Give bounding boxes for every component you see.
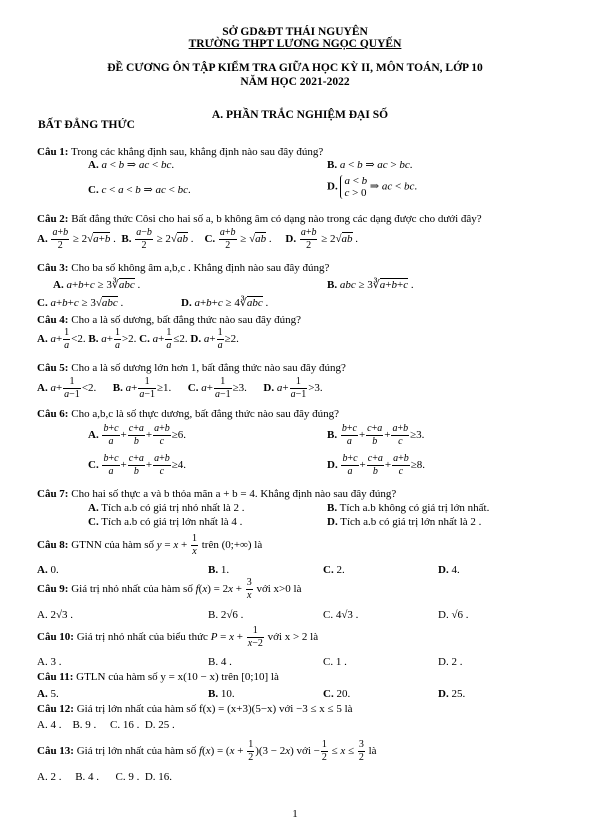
q3-option-a: A. a+b+c ≥ 3∛abc . [53, 279, 141, 291]
q7-option-a: A. Tích a.b có giá trị nhỏ nhất là 2 . [88, 502, 245, 514]
q9-option-d: D. √6 . [438, 609, 469, 621]
question-10: Câu 10: Giá trị nhỏ nhất của biểu thức P = x + $\frac{1}{x-2}$ với x > 2 là [37, 625, 319, 649]
topic-heading: BẤT ĐẲNG THỨC [38, 119, 135, 131]
q13-options: A. 2 . B. 4 . C. 9 . D. 16. [37, 771, 173, 783]
question-13: Câu 13: Giá trị lớn nhất của hàm số f(x) = (x + $\frac{1}{2}$ )(3 − 2x) với − $\frac{1}{2}$ ≤ x ≤ $\frac{3}{2}$ là [37, 739, 377, 763]
q10-option-d: D. 2 . [438, 656, 463, 668]
school-name: TRƯỜNG THPT LƯƠNG NGỌC QUYẾN [188, 38, 402, 50]
question-2: Câu 2: Bất đẳng thức Côsi cho hai số a, b không âm có dạng nào trong các dạng được cho dưới đây? [37, 213, 482, 225]
q11-option-b: B. 10. [208, 688, 235, 700]
question-7: Câu 7: Cho hai số thực a và b thỏa mãn a + b = 4. Khẳng định nào sau đây đúng? [37, 488, 397, 500]
question-8: Câu 8: GTNN của hàm số y = x + $\frac{1}{x}$ trên (0;+∞) là [37, 533, 263, 557]
q9-option-c: C. 4√3 . [323, 609, 359, 621]
q12-options: A. 4 . B. 9 . C. 16 . D. 25 . [37, 719, 175, 731]
q6-option-b: B. $\frac{b+c}{a}$ + $\frac{c+a}{b}$ + $\frac{a+b}{c}$ ≥3. [327, 423, 425, 447]
q10-option-b: B. 4 . [208, 656, 232, 668]
q6-option-c: C. $\frac{b+c}{a}$ + $\frac{c+a}{b}$ + $\frac{a+b}{c}$ ≥4. [88, 453, 187, 477]
page-number: 1 [292, 808, 298, 820]
q11-option-a: A. 5. [37, 688, 59, 700]
q9-option-b: B. 2√6 . [208, 609, 244, 621]
question-5: Câu 5: Cho a là số dương lớn hơn 1, bất đẳng thức nào sau đây đúng? [37, 362, 346, 374]
q8-option-c: C. 2. [323, 564, 345, 576]
q1-option-a: A. a < b ⇒ ac < bc. [88, 159, 175, 171]
section-heading: A. PHẦN TRẮC NGHIỆM ĐẠI SỐ [211, 109, 389, 121]
q1-option-d: D. a < b c > 0 ⇒ ac < bc. [327, 175, 418, 200]
q10-option-a: A. 3 . [37, 656, 62, 668]
q10-option-c: C. 1 . [323, 656, 347, 668]
q3-option-b: B. abc ≥ 3∛a+b+c . [327, 279, 414, 291]
q8-option-b: B. 1. [208, 564, 230, 576]
department-name: SỞ GD&ĐT THÁI NGUYÊN [222, 26, 368, 38]
q2-options: A. $\frac{a+b}{2}$ ≥ 2√a+b . B. $\frac{a-b}{2}$ ≥ 2√ab . C. $\frac{a+b}{2}$ ≥ √ab . D. $\frac{a+b}{2}$ ≥ 2√ab . [37, 227, 359, 251]
q6-option-d: D. $\frac{b+c}{a}$ + $\frac{c+a}{b}$ + $\frac{a+b}{c}$ ≥8. [327, 453, 426, 477]
q7-option-d: D. Tích a.b có giá trị lớn nhất là 2 . [327, 516, 482, 528]
q7-option-b: B. Tích a.b không có giá trị lớn nhất. [327, 502, 490, 514]
q11-option-d: D. 25. [438, 688, 466, 700]
q8-option-d: D. 4. [438, 564, 460, 576]
q5-options: A. a+ $\frac{1}{a-1}$ <2. B. a+ $\frac{1}{a-1}$ ≥1. C. a+ $\frac{1}{a-1}$ ≥3. D. a+ $\frac{1}{a-1}$ >3. [37, 376, 323, 400]
question-4: Câu 4: Cho a là số dương, bất đẳng thức nào sau đây đúng? [37, 314, 301, 326]
school-year: NĂM HỌC 2021-2022 [240, 76, 350, 88]
q6-option-a: A. $\frac{b+c}{a}$ + $\frac{c+a}{b}$ + $\frac{a+b}{c}$ ≥6. [88, 423, 187, 447]
q1-option-c: C. c < a < b ⇒ ac < bc. [88, 184, 191, 196]
q9-option-a: A. 2√3 . [37, 609, 73, 621]
question-9: Câu 9: Giá trị nhỏ nhất của hàm số f(x) = 2x + $\frac{3}{x}$ với x>0 là [37, 577, 302, 601]
question-3: Câu 3: Cho ba số không âm a,b,c . Khẳng định nào sau đây đúng? [37, 262, 330, 274]
q4-options: A. a+ $\frac{1}{a}$ <2. B. a+ $\frac{1}{a}$ >2. C. a+ $\frac{1}{a}$ ≤2. D. a+ $\frac{1}{a}$ ≥2. [37, 327, 239, 351]
document-title: ĐỀ CƯƠNG ÔN TẬP KIỂM TRA GIỮA HỌC KỲ II, MÔN TOÁN, LỚP 10 [107, 62, 483, 74]
question-12: Câu 12: Giá trị lớn nhất của hàm số f(x) = (x+3)(5−x) với −3 ≤ x ≤ 5 là [37, 703, 353, 715]
q3-option-d: D. a+b+c ≥ 4∛abc . [181, 297, 269, 309]
question-6: Câu 6: Cho a,b,c là số thực dương, bất đẳng thức nào sau đây đúng? [37, 408, 340, 420]
q1-option-b: B. a < b ⇒ ac > bc. [327, 159, 413, 171]
question-11: Câu 11: GTLN của hàm số y = x(10 − x) trên [0;10] là [37, 671, 279, 683]
q7-option-c: C. Tích a.b có giá trị lớn nhất là 4 . [88, 516, 243, 528]
q11-option-c: C. 20. [323, 688, 351, 700]
q3-option-c: C. a+b+c ≥ 3√abc . [37, 297, 124, 309]
q8-option-a: A. 0. [37, 564, 59, 576]
question-1: Câu 1: Trong các khẳng định sau, khẳng định nào sau đây đúng? [37, 146, 324, 158]
